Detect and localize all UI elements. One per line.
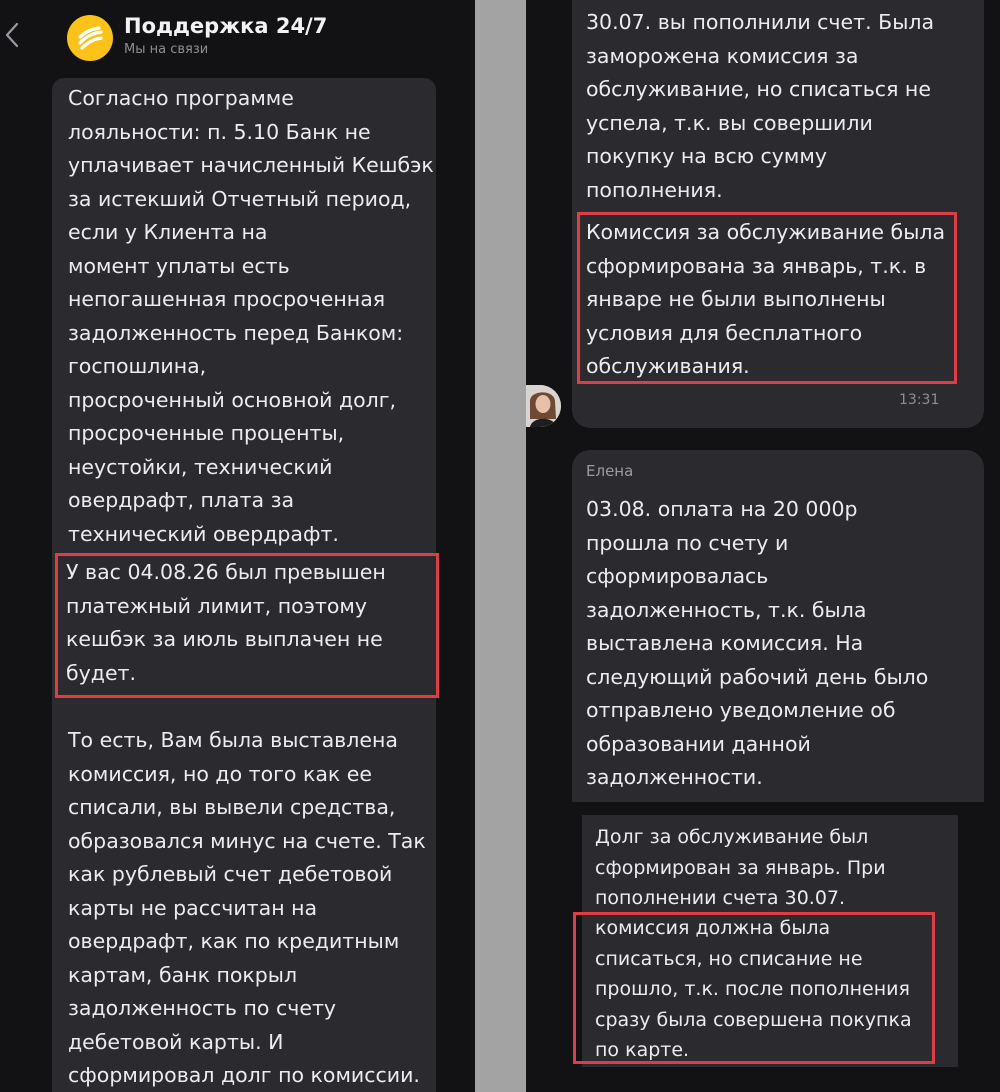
- operator-avatar[interactable]: [526, 385, 561, 427]
- message-text-loyalty-rules: Согласно программе лояльности: п. 5.10 Банк не уплачивает начисленный Кешбэк за истекший Отчетный период, если у Клиента на момент уплаты есть непогашенная просроченная задолженность перед Банком: госпошлина, просроченный основной долг, просроченные проценты, неустойки, технический овердрафт, плата за технический овердрафт.: [68, 86, 434, 546]
- message-text-payment: 03.08. оплата на 20 000р прошла по счету и сформировалась задолженность, т.к. была выставлена комиссия. На следующий рабочий день было отправлено уведомление об образовании данной задолженности.: [586, 497, 929, 789]
- message-text-explanation: То есть, Вам была выставлена комиссия, но до того как ее списали, вы вывели средства, образовался минус на счете. Так как рублевый счет дебетовой карты не рассчитан на овердрафт, как по кредитным картам, банк покрыл задолженность по счету дебетовой карты. И сформировал долг по комиссии.: [68, 728, 426, 1087]
- image-divider: [475, 0, 526, 1092]
- chevron-left-icon[interactable]: [2, 20, 24, 50]
- chat-title: Поддержка 24/7: [124, 14, 328, 38]
- left-chat-panel: [0, 0, 475, 1092]
- bank-logo-icon: [67, 15, 113, 61]
- message-text-commission-january: Комиссия за обслуживание была сформирована за январь, т.к. в январе не были выполнены условия для бесплатного обслуживания.: [586, 220, 946, 378]
- right-chat-panel: [526, 0, 1000, 1092]
- message-text-deposit: 30.07. вы пополнили счет. Была заморожена комиссия за обслуживание, но списаться не успела, т.к. вы совершили покупку на всю сумму пополнения.: [586, 10, 935, 202]
- chat-status: Мы на связи: [124, 42, 209, 57]
- message-text-debt: Долг за обслуживание был сформирован за январь. При пополнении счета 30.07.: [595, 826, 886, 909]
- message-text-limit-exceeded: У вас 04.08.26 был превышен платежный лимит, поэтому кешбэк за июль выплачен не будет.: [66, 560, 386, 685]
- sender-name: Елена: [586, 462, 634, 480]
- message-text-writeoff-failed: комиссия должна была списаться, но списание не прошло, т.к. после пополнения сразу была совершена покупка по карте.: [595, 917, 912, 1061]
- message-time: 13:31: [899, 392, 940, 408]
